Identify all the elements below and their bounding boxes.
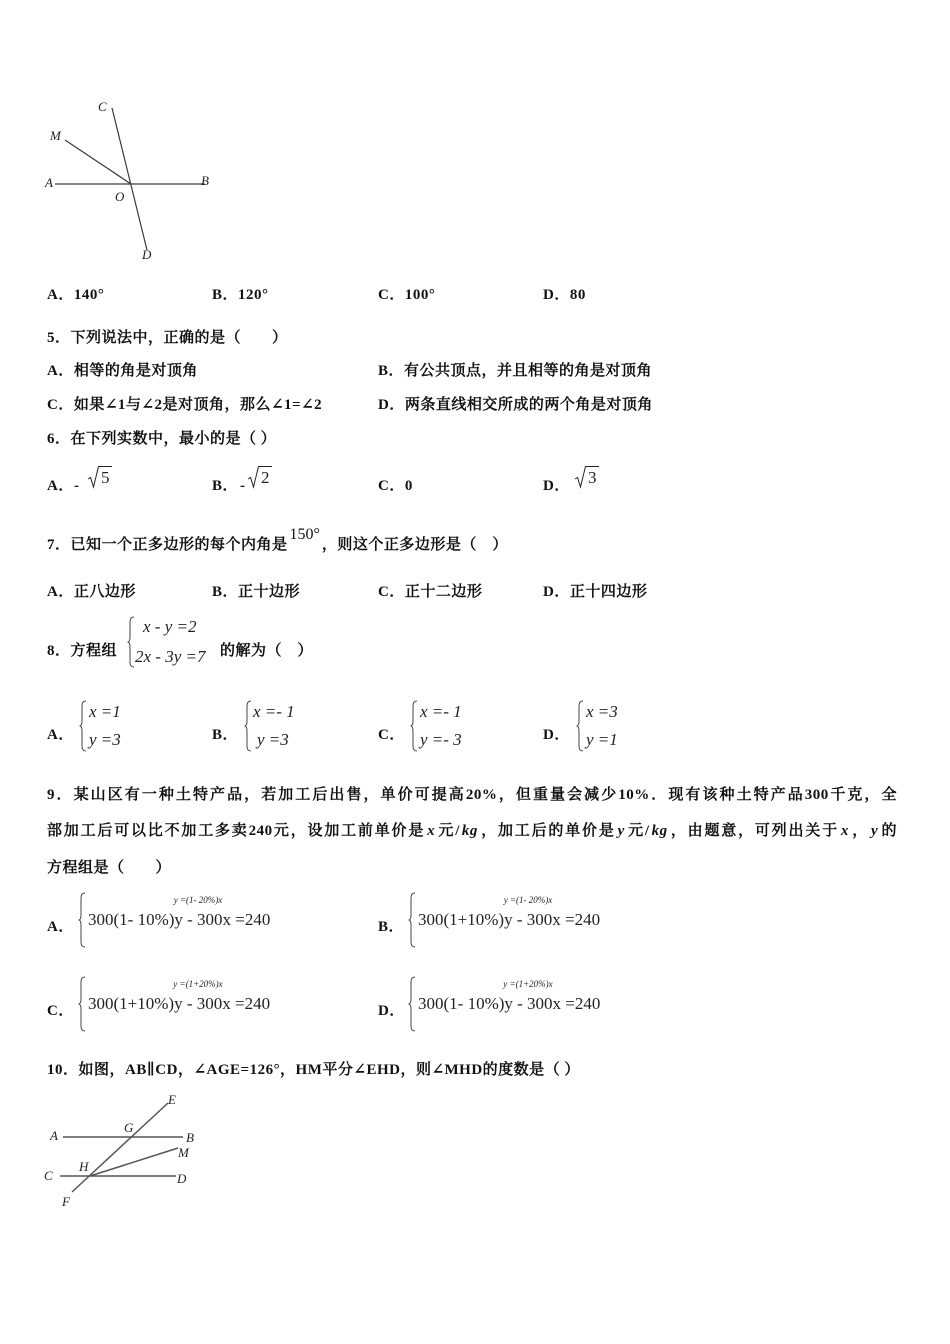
q7-stem	[47, 526, 508, 554]
q9-variable-y: y	[871, 823, 879, 839]
q9-option-c-brace	[78, 976, 86, 1032]
q4-angle-figure	[40, 95, 220, 270]
q9-stem-line-2	[47, 822, 897, 840]
label-d: D	[177, 1171, 187, 1186]
label-g: G	[124, 1120, 134, 1135]
q8-stem-before: 8．方程组	[47, 643, 118, 659]
q8-equation-1: x - y =2	[143, 617, 197, 636]
option-label: D．	[378, 397, 405, 413]
option-label: A．	[47, 584, 74, 600]
q9-variable-y: y	[617, 823, 625, 839]
q6-option-c	[378, 477, 413, 495]
q9-option-b-system	[418, 895, 638, 930]
q9-stem-part: 部加工后可以比不加工多卖240元，设加工前单价是	[47, 823, 426, 839]
q8-option-b-label: B．	[212, 727, 239, 743]
option-text: 有公共顶点，并且相等的角是对顶角	[404, 363, 653, 379]
option-text: 正十四边形	[569, 584, 648, 600]
option-text: 120°	[238, 287, 269, 303]
option-label: C．	[378, 287, 405, 303]
label-m: M	[50, 128, 61, 143]
q9-option-c-equation: 300(1+10%)y - 300x =240	[88, 994, 271, 1013]
q4-option-c	[378, 286, 435, 304]
option-text: 80	[569, 287, 586, 303]
q8-option-c-line-1: x =- 1	[420, 702, 462, 721]
q6-option-b-sign: -	[240, 478, 246, 494]
q6-stem: 6．在下列实数中，最小的是（ ）	[47, 431, 277, 447]
option-text: 正八边形	[73, 584, 136, 600]
label-m: M	[178, 1145, 189, 1160]
q8-option-c-label: C．	[378, 727, 405, 743]
label-c: C	[98, 99, 107, 114]
q8-option-a-brace	[79, 700, 87, 752]
label-h: H	[79, 1159, 89, 1174]
q10-stem: 10．如图，AB∥CD，∠AGE=126°，HM平分∠EHD，则∠MHD的度数是（ ）	[47, 1062, 580, 1078]
q7-stem-after: ，则这个正多边形是（ ）	[321, 537, 508, 553]
q8-option-a-label: A．	[47, 727, 74, 743]
q7-angle: 150°	[289, 526, 320, 543]
line-cd	[112, 108, 147, 250]
q9-stem-part: 元/	[626, 823, 650, 839]
option-text: 两条直线相交所成的两个角是对顶角	[404, 397, 653, 413]
q9-option-c-condition: y =(1+20%)x	[173, 979, 223, 989]
radicand: 3	[588, 468, 597, 487]
q7-option-a	[47, 583, 136, 601]
q9-option-a-system	[88, 895, 308, 930]
q9-stem-part: 的	[880, 823, 897, 839]
option-text: 正十二边形	[404, 584, 483, 600]
label-o: O	[115, 189, 125, 204]
q4-option-b	[212, 286, 269, 304]
q7-option-c	[378, 583, 482, 601]
label-e: E	[168, 1092, 176, 1107]
q8-option-c-line-2: y =- 3	[420, 730, 462, 749]
option-label: A．	[47, 287, 74, 303]
option-text: 100°	[404, 287, 436, 303]
q9-unit-kg: kg	[651, 823, 668, 839]
label-d: D	[142, 247, 152, 262]
q8-option-b-line-2: y =3	[257, 730, 289, 749]
q6-option-a-sign: -	[74, 478, 80, 494]
q9-stem-line-1: 9．某山区有一种土特产品，若加工后出售，单价可提高20%，但重量会减少10%．现有该种土特产品300千克，全	[47, 787, 897, 803]
q8-option-d-line-1: x =3	[586, 702, 618, 721]
q9-option-b-label: B．	[378, 919, 405, 935]
q8-option-a-line-1: x =1	[89, 702, 121, 721]
q6-option-a-label: A．	[47, 478, 74, 494]
q9-option-d-brace	[408, 976, 416, 1032]
option-label: B．	[212, 287, 239, 303]
q9-stem-part: ，由题意，可列出关于	[669, 823, 839, 839]
radicand: 5	[101, 468, 110, 487]
q8-system-brace	[127, 616, 135, 668]
option-text: 0	[404, 478, 413, 494]
label-c: C	[44, 1168, 53, 1183]
q9-option-d-system	[418, 979, 638, 1014]
q8-stem-after: 的解为（ ）	[220, 643, 314, 659]
option-label: D．	[543, 584, 570, 600]
label-a: A	[45, 175, 53, 190]
q9-unit-kg: kg	[461, 823, 478, 839]
radical-sign-icon	[248, 466, 259, 489]
q9-option-a-equation: 300(1- 10%)y - 300x =240	[88, 910, 271, 929]
q9-option-a-brace	[78, 892, 86, 948]
option-label: C．	[378, 478, 405, 494]
option-label: A．	[47, 363, 74, 379]
label-f: F	[62, 1194, 70, 1209]
option-text: 如果∠1与∠2是对顶角，那么∠1=∠2	[73, 397, 323, 413]
q9-stem-line-3: 方程组是（ ）	[47, 860, 172, 876]
q9-option-b-brace	[408, 892, 416, 948]
q8-option-d-label: D．	[543, 727, 570, 743]
q9-option-d-label: D．	[378, 1003, 405, 1019]
q9-option-d-condition: y =(1+20%)x	[503, 979, 553, 989]
q7-stem-before: 7．已知一个正多边形的每个内角是	[47, 537, 288, 553]
q6-option-d-label: D．	[543, 478, 570, 494]
radicand: 2	[261, 468, 270, 487]
q9-option-a-condition: y =(1- 20%)x	[173, 895, 223, 905]
option-text: 相等的角是对顶角	[73, 363, 198, 379]
q6-option-b-label: B．	[212, 478, 239, 494]
option-label: D．	[543, 287, 570, 303]
q8-equation-2: 2x - 3y =7	[135, 647, 206, 666]
radical-sign-icon	[88, 466, 99, 489]
option-label: B．	[212, 584, 239, 600]
line-ef	[72, 1103, 168, 1192]
q9-variable-x: x	[427, 823, 436, 839]
q10-parallel-lines-figure	[40, 1088, 210, 1213]
label-b: B	[201, 173, 209, 188]
q4-option-a	[47, 286, 104, 304]
q9-option-c-system	[88, 979, 308, 1014]
q8-option-a-line-2: y =3	[89, 730, 121, 749]
q8-option-c-brace	[410, 700, 418, 752]
q9-stem-part: 元/	[437, 823, 460, 839]
q9-option-b-condition: y =(1- 20%)x	[503, 895, 553, 905]
option-label: C．	[378, 584, 405, 600]
q8-option-d-line-2: y =1	[586, 730, 618, 749]
q5-option-a	[47, 362, 198, 380]
q5-option-c	[47, 396, 322, 414]
q8-option-d-brace	[576, 700, 584, 752]
q9-option-c-label: C．	[47, 1003, 74, 1019]
q4-option-d	[543, 286, 586, 304]
q9-variable-x: x	[840, 823, 849, 839]
q7-option-b	[212, 583, 300, 601]
option-label: C．	[47, 397, 74, 413]
q8-option-b-line-1: x =- 1	[253, 702, 295, 721]
label-b: B	[186, 1130, 194, 1145]
q9-option-d-equation: 300(1- 10%)y - 300x =240	[418, 994, 601, 1013]
radical-sign-icon	[575, 466, 586, 489]
q5-option-d	[378, 396, 653, 414]
q5-stem: 5．下列说法中，正确的是（ ）	[47, 330, 288, 346]
q7-option-d	[543, 583, 647, 601]
ray-hm	[90, 1148, 178, 1176]
q9-option-b-equation: 300(1+10%)y - 300x =240	[418, 910, 601, 929]
option-text: 140°	[73, 287, 105, 303]
q8-option-b-brace	[244, 700, 252, 752]
q5-option-b	[378, 362, 652, 380]
q9-option-a-label: A．	[47, 919, 74, 935]
option-text: 正十边形	[238, 584, 301, 600]
label-a: A	[50, 1128, 58, 1143]
option-label: B．	[378, 363, 405, 379]
q9-stem-part: ，加工后的单价是	[479, 823, 616, 839]
q9-stem-part: ，	[850, 823, 869, 839]
